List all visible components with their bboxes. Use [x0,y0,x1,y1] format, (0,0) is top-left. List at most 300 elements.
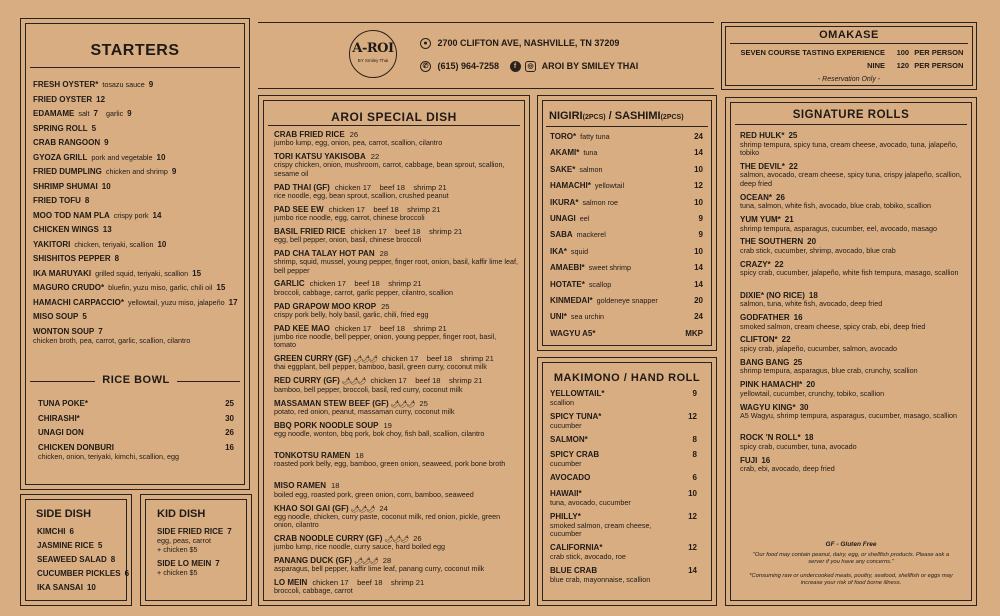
starter-item [33,298,238,307]
kid-dish-item [157,559,220,568]
starter-item [33,211,161,220]
starter-item [33,225,112,234]
wonton-soup-desc: chicken broth, pea, carrot, garlic, scallion, cilantro [33,336,191,345]
nigiri-name: IKURA* [550,197,579,207]
nigiri-desc: mackerel [576,230,606,240]
starter-price: 8 [114,254,120,263]
makimono-name: CALIFORNIA* [550,542,603,552]
side-dish-price: 5 [97,541,103,550]
signature-name: RED HULK* [740,131,785,140]
signature-item [740,215,794,224]
starters-title-rule [30,67,240,68]
starter-price: 7 [93,109,98,118]
makimono-item [550,512,703,521]
starter-desc: chicken and shrimp [105,167,168,176]
special-name: TORI KATSU YAKISOBA [274,152,366,162]
rice-bowl-title: RICE BOWL [102,374,170,386]
nigiri-label [550,296,658,305]
starter-price: 10 [101,181,111,191]
signature-name: THE DEVIL* [740,161,785,171]
signature-price: 22 [781,335,791,345]
special-name: PANANG DUCK (GF) [274,556,353,565]
special-name: PAD THAI (GF) [274,182,330,192]
special-desc: shrimp, squid, mussel, young pepper, finger root, onion, basil, kaffir lime leaf, bell pepper [274,257,518,275]
special-prices: 22 [370,152,380,162]
omakase-note: - Reservation Only - [817,76,881,83]
logo-text: A-ROI [352,41,394,56]
signature-desc: spicy crab, cucumber, tuna, avocado [740,442,857,451]
special-name: BASIL FRIED RICE [274,226,346,236]
nigiri-label [550,148,597,157]
makimono-name: SALMON* [550,434,588,444]
signature-name: PINK HAMACHI* [740,380,803,390]
special-prices: 18 [331,481,340,491]
special-name: PAD CHA TALAY HOT PAN [274,249,375,259]
signature-price: 16 [761,455,771,465]
nigiri-desc: salmon roe [582,197,619,207]
starter-extra: garlic [105,109,124,118]
rice-bowl-price: 26 [225,428,234,437]
side-dish-title: SIDE DISH [36,508,92,520]
starter-item [33,269,201,278]
starter-name: CHICKEN WINGS [33,225,99,234]
nigiri-label [550,230,606,239]
nigiri-item [550,165,703,174]
special-name: PAD SEE EW [274,204,324,214]
nigiri-desc: squid [570,246,589,256]
special-desc: crispy chicken, onion, mushroom, carrot, cabbage, bean sprout, scallion, sesame oil [274,160,505,178]
omakase-row-1 [730,48,968,57]
starter-item [33,196,89,205]
starter-item [33,312,87,321]
makimono-item [550,450,703,459]
nigiri-desc: sweet shrimp [588,263,632,273]
nigiri-price: 24 [694,132,703,141]
signature-price: 21 [784,215,794,224]
makimono-item [550,389,703,398]
makimono-price: 12 [688,542,697,552]
nigiri-price: MKP [685,328,703,338]
sashimi-title-text: / SASHIMI [605,110,661,122]
side-dish-item [37,527,74,536]
starter-price: 12 [96,94,106,104]
starter-desc: pork and vegetable [91,152,153,162]
chili-icon: 🌶🌶🌶 [390,400,415,408]
starter-price: 15 [192,268,202,278]
nigiri-name: AKAMI* [550,148,580,158]
nigiri-price: 14 [694,279,703,289]
starter-name: FRIED TOFU [33,196,81,205]
special-prices: chicken 17 beef 18 shrimp 21 [382,354,494,364]
special-prices: 19 [383,420,392,430]
signature-title: SIGNATURE ROLLS [792,109,910,121]
signature-price: 26 [776,192,785,202]
signature-item [740,131,797,140]
makimono-desc: smoked salmon, cream cheese, cucumber [550,520,652,538]
gf-note: GF - Gluten Free [825,541,877,548]
signature-price: 20 [806,380,816,390]
phone-text[interactable]: (615) 964-7258 [437,61,500,71]
nigiri-title-text: NIGIRI [549,110,583,122]
special-prices: 25 [381,301,390,311]
nigiri-item [550,181,703,190]
special-desc: boiled egg, roasted pork, green onion, corn, bamboo, seaweed [274,489,474,499]
makimono-name: SPICY CRAB [550,450,600,460]
nigiri-name: IKA* [550,246,567,256]
nigiri-name: UNI* [550,312,567,322]
omakase-row-price: 120 [896,61,910,70]
special-desc: jumbo lump, rice noodle, curry sauce, hard boiled egg [274,542,445,551]
donburi-desc: chicken, onion, teriyaki, kimchi, scallion, egg [38,452,180,461]
special-prices: 25 [419,398,428,408]
nigiri-price: 10 [694,246,703,256]
logo-subtext: BY Smiley Thai [357,58,389,63]
kid-dish-sub: egg, peas, carrot [157,536,211,545]
makimono-item [550,543,703,552]
starter-desc: bluefin, yuzu miso, garlic, chili oil [108,283,213,292]
makimono-price: 14 [688,565,697,575]
makimono-price: 8 [692,434,697,444]
nigiri-item [550,296,703,305]
special-desc: egg noodle, chicken, curry paste, coconut milk, red onion, pickle, green onion, cilantro [274,511,501,530]
special-name: TONKOTSU RAMEN [274,451,351,460]
nigiri-desc: goldeneye snapper [596,296,658,305]
kid-dish-sub: + chicken $5 [157,568,198,577]
starter-price: 7 [98,326,103,336]
chili-icon: 🌶🌶🌶 [353,356,378,364]
signature-price: 20 [807,237,817,247]
starter-desc: crispy pork [113,210,149,220]
special-prices: 24 [379,503,388,513]
nigiri-desc: sea urchin [570,312,605,322]
starter-name: SHRIMP SHUMAI [33,181,98,191]
starter-item [33,327,103,336]
signature-price: 16 [793,313,803,322]
nigiri-label [550,214,589,223]
starter-item [33,182,111,191]
kid-dish-sub: + chicken $5 [157,545,198,554]
special-prices: chicken 17 beef 18 shrimp 21 [328,204,441,214]
raw-food-note: *Consuming raw or undercooked meats, poultry, seafood, shellfish or eggs may increase your risk of food borne illness. [749,573,953,586]
special-name: GREEN CURRY (GF) [274,354,352,364]
starter-price: 8 [84,196,90,205]
nigiri-desc: yellowtail [594,181,625,191]
nigiri-name: SABA [550,230,573,240]
starter-price: 10 [156,152,166,162]
header-rule-top [258,22,714,23]
chili-icon: 🌶🌶🌶 [341,378,366,386]
nigiri-price: 14 [694,148,703,158]
nigiri-label [550,263,631,272]
rice-bowl-rule-right [177,381,240,382]
address-line [420,38,619,49]
special-name: RED CURRY (GF) [274,376,340,386]
special-name: CRAB FRIED RICE [274,130,345,139]
starter-name: CRAB RANGOON [33,138,101,147]
starter-name: MISO SOUP [33,312,79,321]
makimono-desc: scallion [550,398,574,407]
nigiri-price: 10 [694,197,703,207]
starter-price: 13 [102,225,112,234]
rice-bowl-price: 25 [225,399,234,408]
chili-icon: 🌶🌶🌶 [354,558,378,565]
nigiri-name: TORO* [550,132,577,141]
special-name: PAD KEE MAO [274,323,330,333]
makimono-price: 10 [688,488,697,498]
special-prices: chicken 17 beef 18 shrimp 21 [334,182,447,192]
starter-item [33,109,132,118]
starter-price: 9 [171,167,177,176]
signature-desc: crab stick, cucumber, shrimp, avocado, blue crab [740,246,896,255]
kid-dish-price: 7 [227,527,232,536]
signature-price: 25 [788,131,798,140]
starter-desc: yellowtail, yuzu miso, jalapeño [127,297,225,307]
signature-price: 18 [808,290,818,300]
rice-bowl-item [38,428,238,437]
signature-item [740,380,815,389]
side-dish-item [37,555,115,564]
starters-title: STARTERS [90,42,180,59]
starter-item [33,283,225,292]
starter-price: 15 [216,283,226,292]
starter-desc: chicken, teriyaki, scallion [74,239,154,249]
signature-title-rule [735,124,967,125]
special-desc: asparagus, bell pepper, kaffir lime leaf, panang curry, coconut milk [274,564,485,574]
signature-desc: crab, ebi, avocado, deep fried [740,464,835,474]
starter-name: GYOZA GRILL [33,152,88,162]
nigiri-item [550,312,703,321]
special-name: KHAO SOI GAI (GF) [274,503,349,513]
nigiri-label [550,165,603,174]
aroi-special-title: AROI SPECIAL DISH [331,110,457,124]
kid-dish-price: 7 [215,559,220,568]
starter-name: MOO TOD NAM PLA [33,210,110,220]
special-desc: egg, bell pepper, onion, basil, chinese broccoli [274,235,422,245]
special-desc: egg noodle, wonton, bbq pork, bok choy, fish ball, scallion, cilantro [274,428,485,438]
special-desc: rice noodle, egg, bean sprout, scallion, crushed peanut [274,190,449,200]
makimono-price: 6 [692,473,697,483]
signature-name: OCEAN* [740,192,773,202]
starter-name: IKA MARUYAKI [33,268,92,278]
signature-desc: salmon, tuna, white fish, avocado, deep fried [740,299,883,309]
nigiri-name: HOTATE* [550,279,585,289]
signature-price: 25 [793,357,803,367]
signature-name: THE SOUTHERN [740,237,804,247]
makimono-price: 8 [692,450,697,460]
rice-bowl-price: 30 [225,413,234,423]
special-desc: jumbo lump, egg, onion, pea, carrot, scallion, cilantro [274,138,443,148]
special-prices: chicken 17 beef 18 shrimp 21 [309,279,422,289]
side-dish-item [37,541,102,550]
makimono-name: YELLOWTAIL* [550,389,605,398]
special-name: MISO RAMEN [274,481,326,491]
special-desc: crispy pork belly, holy basil, garlic, chili, fried egg [274,309,429,319]
signature-price: 22 [774,259,784,269]
nigiri-label [550,198,618,207]
signature-name: GODFATHER [740,313,790,322]
makimono-name: PHILLY* [550,511,581,521]
rice-bowl-price: 16 [225,442,234,452]
side-dish-name: CUCUMBER PICKLES [37,569,121,578]
nigiri-price: 12 [694,181,703,191]
starter-name: WONTON SOUP [33,326,95,336]
signature-name: CLIFTON* [740,335,778,345]
side-dish-name: SEAWEED SALAD [37,555,107,564]
makimono-title: MAKIMONO / HAND ROLL [553,372,701,384]
nigiri-price: 20 [694,296,703,305]
starter-name: SHISHITOS PEPPER [33,254,111,263]
side-dish-item [37,583,96,592]
nigiri-label [550,181,624,190]
starter-price: 9 [104,138,109,147]
makimono-item [550,489,703,498]
special-prices: chicken 17 beef 18 shrimp 21 [312,578,425,588]
nigiri-price: 10 [694,164,703,174]
nigiri-item [550,263,703,272]
nigiri-item [550,132,703,141]
kid-dish-title: KID DISH [157,508,206,520]
makimono-desc: blue crab, mayonnaise, scallion [550,574,651,584]
special-prices: 18 [355,451,364,460]
starter-desc: grilled squid, teriyaki, scallion [95,268,189,278]
special-name: MASSAMAN STEW BEEF (GF) [274,398,389,408]
makimono-desc: tuna, avocado, cucumber [550,497,631,507]
nigiri-desc: fatty tuna [580,132,610,141]
omakase-row-unit: PER PERSON [914,48,964,57]
starter-price: 5 [82,312,87,321]
nigiri-price: 24 [694,312,703,322]
special-name: CRAB NOODLE CURRY (GF) [274,533,383,543]
makimono-desc: crab stick, avocado, roe [550,551,626,561]
nigiri-title-rule [546,126,708,127]
nigiri-name: UNAGI [550,214,576,223]
makimono-item [550,435,703,444]
nigiri-item [550,214,703,223]
nigiri-label [550,329,596,338]
signature-item [740,313,803,322]
starter-name: FRESH OYSTER* [33,80,99,89]
special-prices: 26 [413,533,422,543]
nigiri-name: WAGYU A5* [550,328,596,338]
starter-price: 5 [91,123,97,133]
chili-icon: 🌶🌶🌶 [350,505,375,513]
facebook-icon[interactable]: f [510,61,521,72]
omakase-row-unit: PER PERSON [914,61,964,70]
starter-item [33,240,166,249]
rice-bowl-item [38,399,238,408]
special-desc: jumbo rice noodle, egg, carrot, chinese broccoli [274,212,425,222]
nigiri-item [550,247,703,256]
signature-name: YUM YUM* [740,215,781,224]
signature-desc: A5 Wagyu, shrimp tempura, asparagus, cucumber, masago, scallion [740,411,958,421]
starter-name: MAGURO CRUDO* [33,283,105,292]
rice-bowl-name: CHICKEN DONBURI [38,442,114,452]
rice-bowl-item [38,443,238,452]
rice-bowl-name: CHIRASHI* [38,413,80,423]
starter-desc: tosazu sauce [102,80,145,89]
side-dish-name: JASMINE RICE [37,541,94,550]
signature-desc: spicy crab, cucumber, jalapeño, white fish tempura, masago, scallion [740,268,959,278]
omakase-row-price: 100 [896,48,910,57]
makimono-item [550,566,703,575]
rice-bowl-name: UNAGI DON [38,428,84,437]
social-handle[interactable]: AROI BY SMILEY THAI [541,61,639,71]
side-dish-price: 6 [69,527,74,536]
map-pin-icon: ● [420,38,431,49]
restaurant-logo [349,30,397,78]
starter-item [33,95,105,104]
starter-name: FRIED DUMPLING [33,167,102,176]
address-text: 2700 CLIFTON AVE, NASHVILLE, TN 37209 [437,38,620,48]
special-prices: 26 [349,130,359,139]
special-desc: roasted pork belly, egg, bamboo, green onion, seaweed, pork bone broth [274,459,506,469]
makimono-price: 12 [688,411,697,421]
side-dish-item [37,569,129,578]
special-desc: jumbo rice noodle, bell pepper, onion, young pepper, finger root, basil, tomato [274,332,497,350]
makimono-desc: cucumber [550,420,582,430]
kid-dish-name: SIDE FRIED RICE [157,527,224,536]
signature-desc: tuna, salmon, white fish, avocado, blue crab, tobiko, scallion [740,201,931,211]
side-dish-price: 8 [110,555,116,564]
kid-dish-name: SIDE LO MEIN [157,559,212,568]
nigiri-name: SAKE* [550,164,576,174]
nigiri-label [550,280,611,289]
omakase-row-label: NINE [867,61,885,70]
rice-bowl-item [38,414,238,423]
nigiri-desc: salmon [579,164,603,174]
omakase-row-label: SEVEN COURSE TASTING EXPERIENCE [740,48,885,57]
kid-dish-item [157,527,232,536]
special-item [274,481,339,490]
starter-desc: salt [78,109,90,118]
signature-desc: smoked salmon, cream cheese, spicy crab, ebi, deep fried [740,321,926,331]
nigiri-item [550,329,703,338]
starter-item [33,138,109,147]
signature-desc: shrimp tempura, asparagus, cucumber, eel, avocado, masago [740,223,937,233]
omakase-title-rule [730,43,968,44]
nigiri-name: HAMACHI* [550,181,591,191]
signature-desc: shrimp tempura, asparagus, blue crab, crunchy, scallion [740,366,918,376]
starter-item [33,254,119,263]
nigiri-name: AMAEBI* [550,263,585,273]
rice-bowl-name: TUNA POKE* [38,399,88,408]
starter-name: SPRING ROLL [33,123,88,133]
special-name: PAD GRAPOW MOO KROP [274,301,377,311]
starter-price: 17 [228,297,238,307]
makimono-price: 9 [692,389,697,398]
makimono-desc: cucumber [550,459,582,469]
signature-price: 30 [799,402,809,412]
special-prices: chicken 17 beef 18 shrimp 21 [370,376,483,386]
side-dish-name: KIMCHI [37,527,66,536]
makimono-name: BLUE CRAB [550,565,598,575]
special-prices: 28 [382,556,392,565]
signature-name: BANG BANG [740,357,790,367]
nigiri-desc: tuna [583,148,598,158]
signature-price: 22 [788,161,798,171]
starter-item [33,153,165,162]
signature-name: FUJI [740,455,758,465]
side-dish-price: 6 [124,569,130,578]
header-rule-bottom [258,88,714,89]
makimono-name: HAWAII* [550,488,582,498]
starter-price: 14 [152,210,162,220]
contact-line [420,61,638,72]
signature-desc: spicy crab, jalapeño, cucumber, salmon, avocado [740,344,898,353]
special-prices: chicken 17 beef 18 shrimp 21 [350,226,463,236]
rice-bowl-rule-left [30,381,95,382]
instagram-icon[interactable]: ◎ [525,61,536,72]
